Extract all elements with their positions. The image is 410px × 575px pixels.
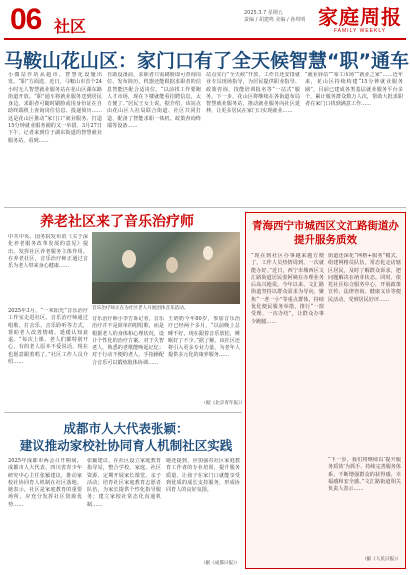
newspaper-logo: [318, 6, 402, 34]
header-meta: [244, 10, 305, 24]
music-therapy-source: （据《北京青年报》）: [201, 401, 245, 406]
logo-english: FAMILY WEEKLY: [333, 28, 387, 34]
photo-caption: 音乐治疗师正在为社区老人开展团体音乐活动。: [92, 306, 189, 311]
chengdu-headline-line-1: 成都市人大代表张颖：: [63, 421, 189, 436]
section-name: 社区: [54, 17, 87, 36]
qinghai-col-b: 街道还深化“网格+服务”模式，组建网格员队伍，常态化走访辖区居民，及时了解群众诉求，把问题解决在萌芽状态。同时，依托社区综合服务中心，开展政策宣传、法律咨询、健康义诊等便民活动，受到居民好评……: [328, 253, 401, 303]
qinghai-headline: [246, 219, 405, 247]
main-headline: 马鞍山花山区：家门口有了全天候智慧“职”通车: [4, 50, 409, 72]
qinghai-source: （据《人民日报》）: [361, 557, 401, 562]
music-therapy-col-b: 音乐治疗师小李告诉记者，音乐治疗并不是简单的唱唱歌，而是根据老人的身体和心理状况，设计个性化的治疗方案。对于失智老人，熟悉的老歌能唤起记忆；对于行动不便的老人，手指操配合音乐可以锻炼肢体协调……: [92, 316, 164, 366]
chengdu-col-b: 张颖建议，在社区设立家庭教育指导站，整合学校、家庭、社区资源，定期开展家长课堂、亲子活动；培育社区家庭教育志愿者队伍，为家长提供个性化指导服务；建立家校社常态化沟通机制……: [87, 458, 161, 508]
qinghai-col-c: “下一步，我们将继续以‘提升服务质效’为抓手，持续完善服务体系，不断增强群众的获得感、幸福感和安全感。”文汇路街道相关负责人表示……: [328, 457, 401, 493]
logo-chinese: 家庭周报: [318, 5, 402, 29]
main-article-col-1: 小微站作坊从超市、智慧化设施出发。“职”方面选，近日，马鞍山市首个24小时无人智慧就业服务站在花山区湖东路街道开放。“职”通车将就业服务送到居民身边，求职者可随时刷脸或用身份证在自助终端机上查询岗位信息、投递简历……这是花山区推动“家门口”就业服务、打造15分钟就业服务圈的又一举措。3月27日下午，记者来到位于湖东街道的智慧就业服务站，看到……: [8, 72, 102, 144]
chengdu-headline: [10, 420, 242, 454]
music-therapy-col-a: 2025年3月，“一米阳光”音乐治疗工作室走进社区。音乐治疗师通过唱歌、打击乐、音乐聆听等方式，帮助老人改善情绪、延缓认知衰退。“每次上课，老人们都特别开心，有的老人原本不爱说话，现在也愿意跟着唱了。”社区工作人员介绍……: [8, 308, 88, 366]
chengdu-source: （据《成都日报》）: [200, 561, 240, 566]
editor-line: 责编 / 胡建鸣 美编 / 孙琪明: [244, 17, 306, 23]
qinghai-col-a: “现在到社区办事越来越方便了，工作人员热情周到，一次就能办好。”近日，西宁市城西区文汇路街道居民张阿姨在办理业务后高兴地说。今年以来，文汇路街道坚持以群众需求为导向，聚焦“一老一小”等重点群体，持续优化便民服务举措，推行“一窗受理、一次办结”，让群众办事少跑腿……: [251, 253, 324, 325]
main-article-col-4: “就业驿站”“零工市场”“就业之家”……近年来，花山区持续构建“15分钟就业服务圈”，目前已建成各类基层就业服务平台多个，累计服务群众数万人次，帮助大批求职者在家门口找到满意工作……: [305, 72, 403, 108]
page-number: 06: [10, 3, 42, 36]
date-line: 2025.3.7 星期五: [244, 10, 283, 16]
chengdu-headline-line-2: 建议推动家校社协同育人机制社区实践: [19, 438, 233, 453]
main-article-col-3: 站点实行“全天候”开放，工作日还安排就业专员现场指导，为居民提供职业指导、政策咨询、技能培训报名等“一站式”服务。下一步，花山区将继续在各街道布局智慧就业服务站，推动就业服务向社区延伸，让更多居民在家门口实现就业……: [206, 72, 300, 115]
qinghai-headline-line-2: 提升服务质效: [294, 234, 357, 246]
qinghai-headline-line-1: 青海西宁市城西区文汇路街道办: [252, 220, 399, 232]
section-divider: [4, 207, 406, 208]
page-header: [4, 4, 406, 38]
music-therapy-photo: [92, 232, 240, 304]
header-rule: [4, 38, 406, 40]
chengdu-col-c: 她还提到，应加强对社区家庭教育工作者的专业培训，提升服务质量，让孩子在家门口就能享受到优质的成长支持服务，形成协同育人的良好氛围。: [166, 458, 240, 494]
music-therapy-lead: 中共中央、国务院发布的《关于深化养老服务改革发展的意见》提出，发挥社区养老服务主体作用。在养老社区，音乐治疗师正通过音乐为老人带来身心健康……: [8, 234, 88, 270]
main-article-col-2: 自助设备前，求职者只需刷脸即可查询岗位、发布简历，机器还能根据求职者的信息智能匹配合适岗位。“以前找工作要跑人才市场，现在下楼就能看招聘信息，太方便了。”居民王女士说。据介绍，该站点由花山区人社局联合街道、社区共同打造，配备了智能求职一体机、政策查询终端等设备……: [107, 72, 201, 130]
music-therapy-headline: 养老社区来了音乐治疗师: [40, 214, 194, 230]
section-divider-2: [4, 412, 242, 413]
chengdu-col-a: 2025年成都市两会召开期间，成都市人大代表、四川省青少年研究中心主任张颖建议，推动家校社协同育人机制在社区落地。她表示，社区是家庭教育的重要场所，应充分发挥社区资源优势……: [8, 458, 82, 508]
music-therapy-col-c: 王奶奶今年80岁，参加音乐治疗已经两个多月。“以前晚上总睡不好，现在跟着音乐放松，睡眠好了不少。”据了解，该社区还将引入更多专业力量，为老年人提供多元化的康养服务……: [168, 316, 240, 359]
qinghai-boxed-article: [245, 212, 406, 569]
